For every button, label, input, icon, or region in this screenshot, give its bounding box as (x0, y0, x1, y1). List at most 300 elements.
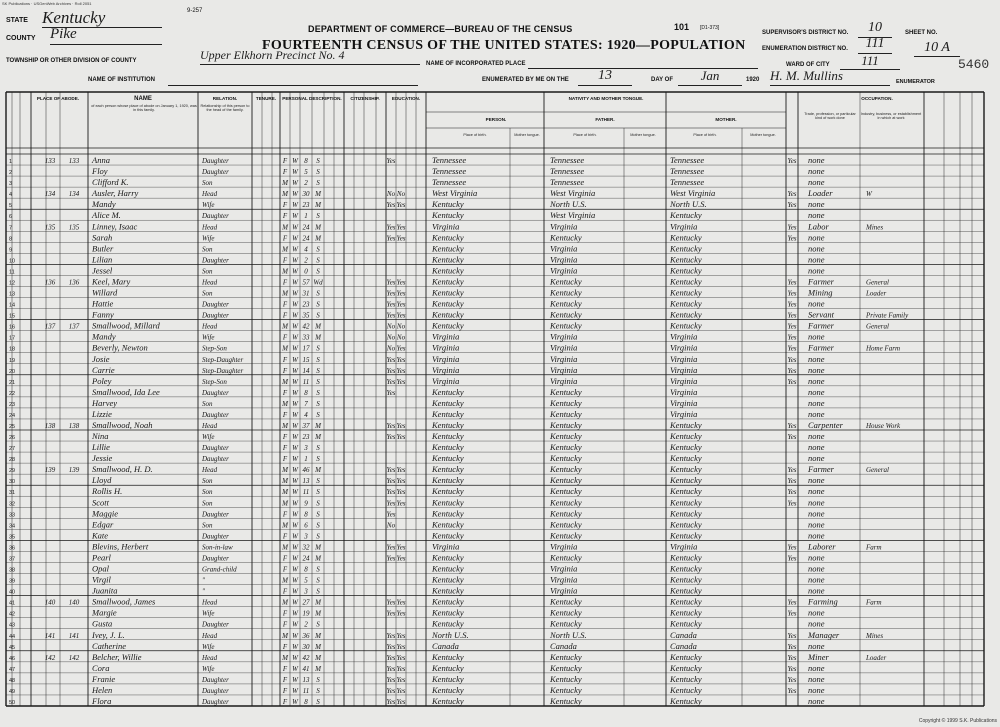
sex: F (282, 698, 288, 706)
occupation: none (808, 386, 825, 397)
age: 42 (302, 322, 310, 331)
race: W (292, 620, 298, 629)
marital-status: M (315, 554, 321, 563)
day-of-label: DAY OF (651, 77, 674, 83)
person-name: Rollis H. (92, 486, 123, 497)
relation: Daughter (202, 532, 229, 541)
race: W (292, 388, 298, 397)
birthplace-mother: Kentucky (670, 696, 702, 706)
birthplace-person: Kentucky (432, 309, 464, 320)
line-number: 2 (9, 170, 13, 177)
can-write: Yes (396, 300, 406, 309)
industry: Mines (866, 223, 884, 232)
township-label: TOWNSHIP OR OTHER DIVISION OF COUNTY (6, 58, 137, 64)
can-read: Yes (386, 289, 396, 298)
industry: Home Farm (866, 344, 901, 353)
can-read: Yes (386, 377, 396, 386)
sex: F (282, 686, 288, 695)
speaks-english: Yes (787, 554, 797, 563)
month-value: Jan (678, 68, 742, 86)
industry: W (866, 190, 872, 199)
can-read: Yes (386, 499, 396, 508)
birthplace-father: Kentucky (550, 552, 582, 563)
relation: Son (202, 289, 213, 298)
birthplace-father: Kentucky (550, 276, 582, 287)
race: W (292, 554, 298, 563)
speaks-english: Yes (787, 675, 797, 684)
birthplace-father: West Virginia (550, 188, 596, 199)
person-name: Keel, Mary (92, 276, 131, 287)
enumerator-label: ENUMERATOR (896, 79, 935, 85)
line-number: 3 (9, 181, 13, 188)
race: W (292, 399, 298, 408)
birthplace-father: Kentucky (550, 408, 582, 419)
birthplace-mother: Virginia (670, 386, 698, 397)
sex: F (282, 510, 288, 519)
sex: F (282, 201, 288, 210)
sex: F (282, 355, 288, 364)
line-number: 9 (9, 247, 13, 254)
race: W (292, 157, 298, 166)
father-pob: Place of birth. (573, 133, 597, 137)
marital-status: S (316, 212, 320, 221)
group-relation: RELATION. (212, 96, 238, 101)
birthplace-person: North U.S. (432, 629, 469, 640)
can-read: Yes (386, 278, 396, 287)
can-read: Yes (386, 234, 396, 243)
incorporated-label: NAME OF INCORPORATED PLACE (426, 61, 526, 67)
can-read: No (386, 344, 396, 353)
occupation: none (808, 640, 825, 651)
family-number: 139 (68, 466, 80, 475)
race: W (292, 510, 298, 519)
sex: F (282, 300, 288, 309)
line-number: 33 (9, 512, 16, 519)
marital-status: M (315, 466, 321, 475)
county-label: COUNTY (6, 35, 36, 42)
marital-status: S (316, 179, 320, 188)
line-number: 14 (9, 302, 16, 309)
group-occupation: OCCUPATION. (861, 96, 893, 101)
person-name: Carrie (92, 364, 115, 375)
can-read: Yes (386, 355, 396, 364)
birthplace-father: Kentucky (550, 453, 582, 464)
person-name: Ivey, J. L. (92, 629, 125, 640)
can-read: Yes (386, 223, 396, 232)
birthplace-mother: Tennessee (670, 166, 705, 177)
person-name: Margie (92, 607, 117, 618)
line-number: 23 (9, 401, 16, 408)
can-read: Yes (386, 433, 396, 442)
birthplace-person: Kentucky (432, 508, 464, 519)
birthplace-person: Virginia (432, 541, 460, 552)
birthplace-mother: Kentucky (670, 320, 702, 331)
institution-label: NAME OF INSTITUTION (88, 77, 155, 83)
occupation: none (808, 155, 825, 166)
age: 3 (304, 532, 308, 541)
person-name: Smallwood, Millard (92, 320, 160, 331)
speaks-english: Yes (787, 190, 797, 199)
birthplace-mother: Kentucky (670, 210, 702, 221)
birthplace-mother: Kentucky (670, 254, 702, 265)
can-read: Yes (386, 311, 396, 320)
can-read: Yes (386, 157, 396, 166)
line-number: 26 (9, 435, 16, 442)
age: 27 (302, 598, 310, 607)
marital-status: M (315, 609, 321, 618)
industry: General (866, 322, 889, 331)
person-name: Gusta (92, 618, 113, 629)
relation: Wife (202, 234, 215, 243)
birthplace-person: Kentucky (432, 585, 464, 596)
line-number: 18 (9, 346, 16, 353)
age: 6 (304, 521, 308, 530)
person-name: Juanita (92, 585, 118, 596)
group-tenure: TENURE. (255, 96, 277, 101)
speaks-english: Yes (787, 422, 797, 430)
age: 2 (304, 256, 308, 265)
marital-status: M (315, 543, 321, 552)
can-read: Yes (386, 488, 396, 497)
marital-status: S (316, 620, 320, 629)
age: 3 (304, 444, 308, 453)
sex: F (282, 366, 288, 375)
department: DEPARTMENT OF COMMERCE—BUREAU OF THE CENSUS (308, 24, 573, 34)
person-name: Flora (92, 696, 112, 706)
family-number: 136 (68, 278, 80, 287)
occupation: none (808, 254, 825, 265)
relation: Wife (202, 433, 215, 442)
speaks-english: Yes (787, 289, 797, 298)
marital-status: Wd (313, 278, 323, 287)
occupation: Laborer (808, 541, 836, 552)
person-name: Willard (92, 287, 118, 298)
birthplace-father: Kentucky (550, 684, 582, 695)
dwelling-number: 136 (44, 278, 56, 287)
family-number: 135 (68, 223, 80, 232)
birthplace-father: Kentucky (550, 397, 582, 408)
occupation: none (808, 453, 825, 464)
line-number: 1 (9, 159, 13, 166)
relation: Head (202, 190, 218, 199)
occupation: Carpenter (808, 420, 843, 430)
occupation: none (808, 552, 825, 563)
relation: Son (202, 499, 213, 508)
sex: M (282, 422, 288, 430)
occupation: Miner (808, 651, 829, 662)
person-name: Catherine (92, 640, 126, 651)
relation: Step-Daughter (202, 366, 244, 375)
birthplace-mother: Kentucky (670, 662, 702, 673)
birthplace-mother: Virginia (670, 342, 698, 353)
birthplace-person: Kentucky (432, 464, 464, 475)
industry: General (866, 466, 889, 475)
relation: Daughter (202, 686, 229, 695)
sex: F (282, 565, 288, 574)
race: W (292, 455, 298, 464)
line-number: 34 (9, 523, 16, 530)
sex: M (282, 344, 288, 353)
line-number: 28 (9, 457, 16, 464)
father-tongue: Mother tongue. (630, 133, 656, 137)
sex: F (282, 157, 288, 166)
marital-status: S (316, 377, 320, 386)
family-number: 137 (68, 322, 80, 331)
birthplace-father: Kentucky (550, 420, 582, 430)
marital-status: S (316, 675, 320, 684)
marital-status: M (315, 333, 321, 342)
birthplace-mother: Kentucky (670, 684, 702, 695)
relation: Daughter (202, 455, 229, 464)
occupation: none (808, 442, 825, 453)
enumerator-value: H. M. Mullins (770, 68, 890, 86)
birthplace-father: Virginia (550, 375, 578, 386)
marital-status: M (315, 234, 321, 243)
line-number: 13 (9, 291, 16, 298)
can-write: Yes (396, 466, 406, 475)
birthplace-father: Kentucky (550, 320, 582, 331)
relation: Step-Daughter (202, 355, 244, 364)
line-number: 42 (9, 611, 16, 618)
sex: F (282, 554, 288, 563)
sex: M (282, 322, 288, 331)
sex: M (282, 466, 288, 475)
sex: F (282, 256, 288, 265)
birthplace-person: Virginia (432, 364, 460, 375)
birthplace-person: Tennessee (432, 155, 467, 166)
birthplace-father: Kentucky (550, 519, 582, 530)
birthplace-person: Virginia (432, 221, 460, 232)
line-number: 35 (9, 534, 16, 541)
age: 11 (302, 488, 310, 497)
family-number: 140 (68, 598, 80, 607)
birthplace-father: Kentucky (550, 442, 582, 453)
age: 1 (304, 212, 308, 221)
relation: " (202, 587, 205, 596)
can-write: Yes (396, 664, 406, 673)
age: 41 (302, 664, 310, 673)
line-number: 24 (9, 412, 16, 419)
can-read: No (386, 521, 396, 530)
relation: Son (202, 521, 213, 530)
birthplace-person: Kentucky (432, 210, 464, 221)
birthplace-person: Kentucky (432, 696, 464, 706)
relation: Daughter (202, 168, 229, 177)
marital-status: S (316, 521, 320, 530)
sheet-value: 10 A (914, 40, 960, 57)
birthplace-person: Kentucky (432, 618, 464, 629)
copyright-note: Copyright © 1999 S.K. Publications (918, 718, 997, 724)
sex: F (282, 212, 288, 221)
speaks-english: Yes (787, 543, 797, 552)
line-number: 39 (9, 578, 16, 585)
line-number: 30 (9, 479, 16, 486)
can-write: Yes (396, 289, 406, 298)
relation: Daughter (202, 510, 229, 519)
person-tongue: Mother tongue. (514, 133, 540, 137)
line-number: 43 (9, 622, 16, 629)
race: W (292, 322, 298, 331)
birthplace-mother: Kentucky (670, 508, 702, 519)
marital-status: M (315, 322, 321, 331)
birthplace-father: Kentucky (550, 651, 582, 662)
occupation: none (808, 375, 825, 386)
sex: M (282, 267, 288, 276)
person-name: Maggie (92, 508, 118, 519)
birthplace-mother: Kentucky (670, 607, 702, 618)
relation: Wife (202, 642, 215, 651)
birthplace-mother: Kentucky (670, 486, 702, 497)
occupation: Farmer (808, 276, 834, 287)
age: 8 (304, 157, 308, 166)
dwelling-number: 134 (44, 190, 56, 199)
age: 32 (302, 543, 310, 552)
enumeration-value: 111 (858, 36, 892, 54)
race: W (292, 422, 298, 430)
line-number: 12 (9, 280, 16, 287)
occupation: none (808, 353, 825, 364)
line-number: 36 (9, 545, 16, 552)
birthplace-father: Kentucky (550, 386, 582, 397)
birthplace-person: Virginia (432, 375, 460, 386)
sheet-series: 101 (674, 22, 690, 32)
race: W (292, 698, 298, 706)
speaks-english: Yes (787, 157, 797, 166)
birthplace-person: West Virginia (432, 188, 478, 199)
can-write: Yes (396, 377, 406, 386)
family-number: 134 (68, 190, 80, 199)
occupation: none (808, 298, 825, 309)
birthplace-father: Kentucky (550, 696, 582, 706)
birthplace-person: Virginia (432, 353, 460, 364)
sex: M (282, 399, 288, 408)
occupation: none (808, 618, 825, 629)
birthplace-mother: Kentucky (670, 651, 702, 662)
birthplace-mother: Tennessee (670, 155, 705, 166)
family-number: 141 (68, 631, 80, 640)
occupation: Servant (808, 309, 834, 320)
can-read: Yes (386, 422, 396, 430)
group-citizenship: CITIZENSHIP. (350, 96, 380, 101)
relation: Son (202, 488, 213, 497)
sex: M (282, 499, 288, 508)
person-name: Cora (92, 662, 110, 673)
age: 31 (302, 289, 310, 298)
occupation: Loader (808, 188, 833, 199)
age: 36 (302, 631, 310, 640)
can-write: Yes (396, 422, 406, 430)
marital-status: M (315, 433, 321, 442)
mother-header: MOTHER. (715, 117, 737, 122)
birthplace-mother: Virginia (670, 408, 698, 419)
birthplace-mother: Virginia (670, 353, 698, 364)
race: W (292, 410, 298, 419)
race: W (292, 488, 298, 497)
race: W (292, 444, 298, 453)
race: W (292, 267, 298, 276)
occupation: Farming (808, 596, 838, 607)
line-number: 16 (9, 324, 16, 331)
birthplace-person: Kentucky (432, 651, 464, 662)
relation: Wife (202, 201, 215, 210)
dwelling-number: 142 (44, 653, 56, 662)
age: 2 (304, 179, 308, 188)
person-name: Sarah (92, 232, 113, 243)
family-number: 133 (68, 157, 80, 166)
person-name: Blevins, Herbert (92, 541, 149, 552)
relation: Daughter (202, 444, 229, 453)
person-name: Nina (92, 431, 109, 442)
age: 30 (302, 642, 310, 651)
family-number: 142 (68, 653, 80, 662)
can-write: Yes (396, 223, 406, 232)
birthplace-person: Kentucky (432, 386, 464, 397)
occupation: none (808, 563, 825, 574)
speaks-english: Yes (787, 488, 797, 497)
birthplace-person: Kentucky (432, 408, 464, 419)
speaks-english: Yes (787, 598, 797, 607)
age: 7 (304, 399, 308, 408)
birthplace-father: Virginia (550, 353, 578, 364)
speaks-english: Yes (787, 377, 797, 386)
race: W (292, 543, 298, 552)
can-write: Yes (396, 675, 406, 684)
relation: Son (202, 399, 213, 408)
birthplace-father: Virginia (550, 364, 578, 375)
occupation: none (808, 265, 825, 276)
can-read: Yes (386, 366, 396, 375)
speaks-english: Yes (787, 366, 797, 375)
relation: Son (202, 245, 213, 254)
birthplace-father: Virginia (550, 243, 578, 254)
birthplace-mother: Kentucky (670, 464, 702, 475)
age: 23 (302, 300, 310, 309)
marital-status: S (316, 444, 320, 453)
person-name: Clifford K. (92, 177, 129, 188)
speaks-english: Yes (787, 433, 797, 442)
person-name: Helen (92, 684, 113, 695)
person-name: Linney, Isaac (92, 221, 138, 232)
speaks-english: Yes (787, 311, 797, 320)
age: 42 (302, 653, 310, 662)
person-name: Pearl (92, 552, 111, 563)
group-name: NAME (134, 96, 152, 102)
can-write: Yes (396, 642, 406, 651)
can-write: Yes (396, 598, 406, 607)
marital-status: S (316, 366, 320, 375)
can-write: Yes (396, 355, 406, 364)
birthplace-person: Kentucky (432, 265, 464, 276)
birthplace-mother: Kentucky (670, 431, 702, 442)
age: 11 (302, 377, 310, 386)
speaks-english: Yes (787, 344, 797, 353)
race: W (292, 256, 298, 265)
person-name: Smallwood, H. D. (92, 464, 153, 475)
relation: Wife (202, 664, 215, 673)
person-name: Opal (92, 563, 109, 574)
sex: F (282, 664, 288, 673)
marital-status: S (316, 300, 320, 309)
birthplace-person: Kentucky (432, 684, 464, 695)
race: W (292, 587, 298, 596)
birthplace-mother: Kentucky (670, 232, 702, 243)
sex: M (282, 289, 288, 298)
relation: Daughter (202, 311, 229, 320)
person-name: Belcher, Willie (92, 651, 142, 662)
marital-status: S (316, 477, 320, 486)
line-number: 40 (9, 589, 16, 596)
marital-status: S (316, 256, 320, 265)
